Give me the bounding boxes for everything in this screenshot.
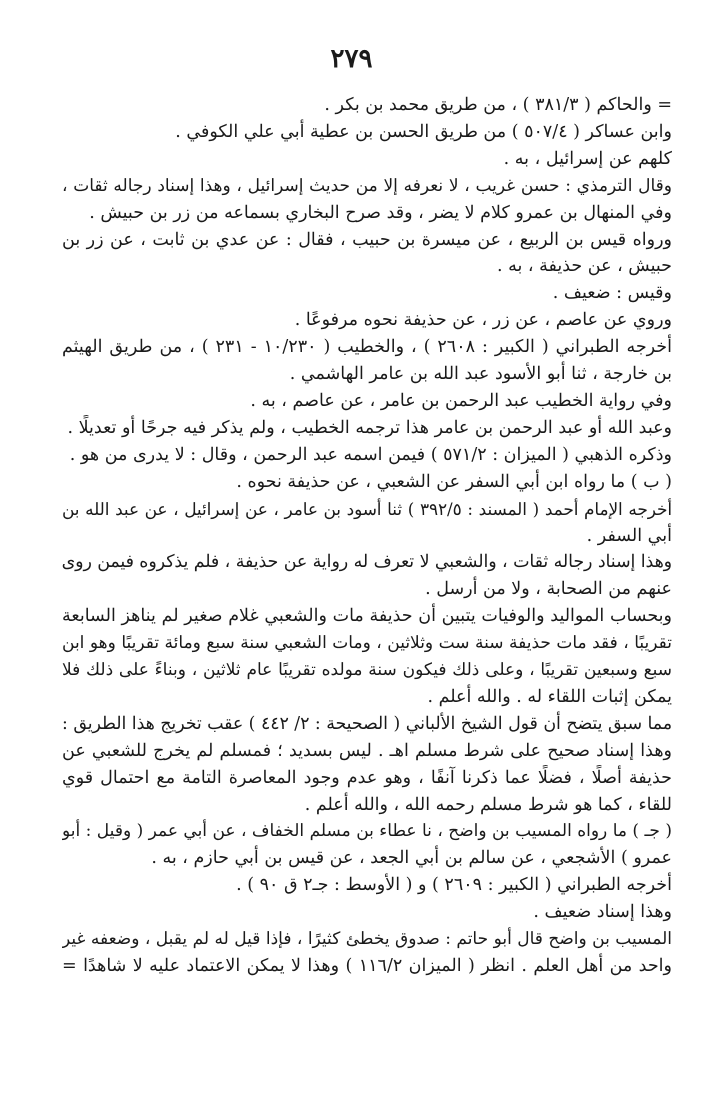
text-line: بن خارجة ، ثنا أبو الأسود عبد الله بن عامر الهاشمي .	[289, 364, 672, 385]
text-line: للقاء ، كما هو شرط مسلم رحمه الله ، والله أعلم .	[304, 794, 672, 815]
text-line: أخرجه الطبراني ( الكبير : ٢٦٠٩ ) و ( الأوسط : جـ٢ ق ٩٠ ) .	[236, 875, 672, 896]
text-line: وروي عن عاصم ، عن زر ، عن حذيفة نحوه مرفوعًا .	[294, 310, 672, 331]
text-line: وفي رواية الخطيب عبد الرحمن بن عامر ، عن عاصم ، به .	[250, 390, 672, 411]
text-line: وهذا إسناد ضعيف .	[533, 902, 672, 923]
page-body	[62, 92, 672, 980]
text-line: أخرجه الإمام أحمد ( المسند : ٣٩٢/٥ ) ثنا أسود بن عامر ، عن إسرائيل ، عن عبد الله بن	[62, 498, 672, 519]
text-line: أبي السفر .	[586, 525, 672, 546]
text-line: وذكره الذهبي ( الميزان : ٥٧١/٢ ) فيمن اسمه عبد الرحمن ، وقال : لا يدرى من هو .	[69, 444, 672, 465]
text-line: = والحاكم ( ٣٨١/٣ ) ، من طريق محمد بن بكر .	[324, 95, 672, 115]
text-line: وبحساب المواليد والوفيات يتبين أن حذيفة مات والشعبي غلام صغير لم يناهز السابعة	[62, 606, 672, 627]
text-line: عنهم من الصحابة ، ولا من أرسل .	[425, 579, 672, 600]
page-number: ٢٧٩	[330, 44, 373, 74]
text-line: ( جـ ) ما رواه المسيب بن واضح ، نا عطاء بن مسلم الخفاف ، عن أبي عمر ( وقيل : أبو	[62, 821, 672, 842]
text-line: وقال الترمذي : حسن غريب ، لا نعرفه إلا من حديث إسرائيل ، وهذا إسناد رجاله ثقات ،	[62, 175, 672, 196]
text-line: مما سبق يتضح أن قول الشيخ الألباني ( الصحيحة : ٢/ ٤٤٢ ) عقب تخريج هذا الطريق :	[62, 713, 672, 734]
text-line: تقريبًا ، فقد مات حذيفة سنة ست وثلاثين ، ومات الشعبي سنة سبع ومائة تقريبًا وهو ابن	[62, 633, 672, 654]
text-line: عمرو ) الأشجعي ، عن سالم بن أبي الجعد ، عن قيس بن أبي حازم ، به .	[151, 848, 672, 869]
text-line: أخرجه الطبراني ( الكبير : ٢٦٠٨ ) ، والخطيب ( ١٠/٢٣٠ - ٢٣١ ) ، من طريق الهيثم	[62, 337, 672, 358]
text-line: يمكن إثبات اللقاء له . والله أعلم .	[427, 686, 672, 707]
text-line: كلهم عن إسرائيل ، به .	[503, 148, 672, 169]
text-line: ورواه قيس بن الربيع ، عن ميسرة بن حبيب ، فقال : عن عدي بن ثابت ، عن زر بن	[62, 229, 672, 250]
text-line: وهذا إسناد رجاله ثقات ، والشعبي لا تعرف له رواية عن حذيفة ، فلم يذكروه فيمن روى	[62, 552, 672, 573]
text-line: وابن عساكر ( ٥٠٧/٤ ) من طريق الحسن بن عطية أبي علي الكوفي .	[175, 121, 672, 142]
text-line: سبع وسبعين تقريبًا ، وعلى ذلك فيكون سنة مولده تقريبًا عام ثلاثين ، وبناءً على ذلك فلا	[62, 660, 672, 681]
text-line: وعبد الله أو عبد الرحمن بن عامر هذا ترجمه الخطيب ، ولم يذكر فيه جرحًا أو تعديلًا .	[67, 417, 672, 438]
text-line: حبيش ، عن حذيفة ، به .	[496, 256, 672, 277]
text-line: وهذا إسناد صحيح على شرط مسلم اهـ . ليس بسديد ؛ فمسلم لم يخرج للشعبي عن	[62, 740, 672, 761]
text-line: وفي المنهال بن عمرو كلام لا يضر ، وقد صرح البخاري بسماعه من زر بن حبيش .	[89, 202, 672, 223]
text-line: واحد من أهل العلم . انظر ( الميزان ١١٦/٢ ) وهذا لا يمكن الاعتماد عليه لا شاهدًا =	[62, 956, 672, 976]
text-line: ( ب ) ما رواه ابن أبي السفر عن الشعبي ، عن حذيفة نحوه .	[236, 471, 672, 492]
text-line: حذيفة أصلًا ، فضلًا عما ذكرنا آنفًا ، وهو عدم وجود المعاصرة التامة مع احتمال قوي	[62, 767, 672, 788]
text-line: وقيس : ضعيف .	[552, 283, 672, 304]
text-line: المسيب بن واضح قال أبو حاتم : صدوق يخطئ كثيرًا ، فإذا قيل له لم يقبل ، وضعفه غير	[62, 929, 672, 950]
